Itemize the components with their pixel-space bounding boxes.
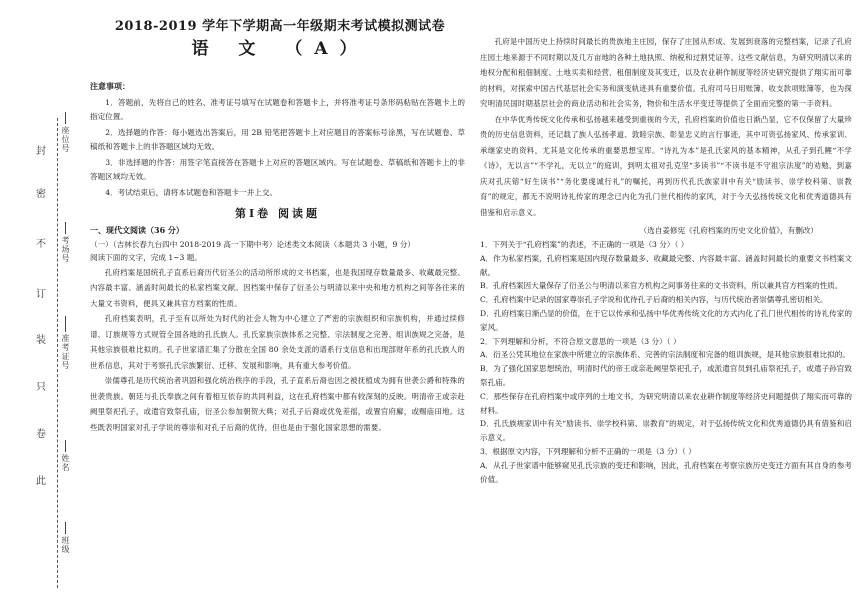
answer-option[interactable]: A．作为私家档案，孔府档案是国内现存数量最多、收藏最完整、内容最丰富、涵盖时间最长的重要文书档案文献。 [480, 253, 852, 277]
answer-option[interactable]: D．孔氏族规家训中有关“励读书、崇学校科第、崇教育”的规定，对于弘扬传统文化和优秀道德仍具有借鉴和启示意义。 [480, 419, 852, 443]
seal-char: 订 [36, 289, 46, 300]
exam-room-field[interactable] [60, 222, 71, 263]
notice-item: 3．非选择题的作答：用签字笔直接答在答题卡上对应的答题区域内。写在试题卷、草稿纸和答题卡上的非答题区域均无效。 [90, 158, 465, 181]
passage-paragraph: 崇儒尊孔是历代统治者巩固和强化统治秩序的手段，孔子直系后裔也因之被抚植成为拥有世袭公爵和特殊的世袭贵族。朝廷与孔氏奉族之间有着相互依存的共同利益，这在孔府档案中都有较深刻的反映。明清帝王或亲赴阙里祭祀孔子，或遣官致祭孔庙，衍圣公参加朝贺大典；对孔子后裔或优免差徭，或置官府廨，或赐庙田地。这些既表明国家对孔子学说的尊崇和对孔子后裔的优待，但也是由于强化国家思想的需要。 [90, 376, 465, 432]
field-label: 座位号 [61, 126, 70, 153]
notice-heading: 注意事项： [90, 81, 130, 91]
passage-paragraph: 孔府档案表明，孔子至有以所处为时代的社会人物为中心建立了严密的宗族组织和宗族机构，并通过续修谱、订族规等方式规管全国各地的孔氏族人。孔氏家族宗族体系之完整、宗法制度之完善、组训族规之完备，是其他宗族很难比拟的。孔子世家谱汇集了分散在全国 80 余处支派的谱系行支信息和出现部财年系的孔氏族人的世系信息，其对于考察孔氏宗族繁衍、迁移、发展和影响，具有重大参考价值。 [90, 314, 465, 370]
left-column [90, 80, 465, 435]
part-title: 第Ⅰ卷 阅读题 [235, 206, 320, 220]
class-field[interactable] [60, 522, 71, 554]
passage-paragraph: 在中华优秀传统文化传承和弘扬越来越受到重视的今天，孔府档案的价值也日渐凸显，它不仅保留了大量珍贵的历史信息资料，还记载了族人弘扬孝道、敦睦宗族、彰显忠义的言行事迹，其中可资弘扬家风、传承家训、承继家史的资料，尤其是文化传承的重要思想宝库。“诗礼为本”是孔氏家风的基本精神，从孔子到孔鲤“不学《诗》，无以言”“不学礼，无以立”的庭训，到明太祖对孔克坚“多读书”“不读书是不守祖宗法度”的劝勉，到嘉庆对孔庆镕“好生读书”“务化要虔诚行礼”的嘱托，再到历代孔氏族家训中有关“励读书、崇学校科第、崇教育”的规定，都无不说明诗礼传家的理念已内化为孔门世代相传的家风，对于今天弘扬传统文化和优秀道德具有借鉴和启示意义。 [480, 114, 852, 217]
name-field[interactable] [60, 440, 71, 472]
field-label: 姓名 [61, 454, 70, 472]
seal-char: 封 [36, 146, 46, 157]
field-label: 考场号 [61, 236, 70, 263]
binding-strip [0, 0, 84, 608]
right-column [480, 34, 852, 486]
answer-option[interactable]: C．孔府档案中记录的国家尊崇孔子学说和优待孔子后裔的相关内容，与历代统治者崇儒尊孔密切相关。 [480, 295, 828, 305]
field-label: 准考证号 [61, 334, 70, 370]
admission-ticket-field[interactable] [60, 316, 71, 370]
answer-option[interactable]: B．孔府档案因大量保存了衍圣公与明清以来官方机构之间事务往来的文书资料，所以兼具官方档案的性质。 [480, 281, 843, 291]
seal-char: 不 [36, 239, 46, 250]
passage-source: （选自姜修宪《孔府档案的历史文化价值》，有删改） [639, 226, 818, 235]
subject-title: 语 文 （A） [191, 39, 369, 59]
sub-heading: （一）（吉林长春九台四中 2018-2019 高一下期中考）论述类文本阅读（本题共 3 小题，9 分） [90, 239, 415, 249]
passage-paragraph: 孔府是中国历史上持续时间最长的贵族地主庄园，保存了庄园从形成、发展到衰落的完整档案，记录了孔府庄园土地来源于不同时期以及几万亩地的各种土地执照、纳税和过割凭证等。这些文献信息，为研究明清以来的地权分配和租佃制度、土地买卖和经营、租佃制度及其变迁，以及农业耕作制度等经济史研究提供了翔实而可靠的材料，对探索中国古代基层社会实务和演变轨迹具有重要价值。孔府司马日用账簿、收支款项账簿等，也为探究明清民国时期基层社会的商业活动和社会实务，物价和生活水平变迁等提供了全面而完整的第一手资料。 [480, 37, 852, 108]
question-stem: 1．下列关于“孔府档案”的表述，不正确的一项是（3 分）（ ） [480, 240, 689, 249]
seal-char: 只 [36, 382, 46, 393]
seat-number-field[interactable] [60, 112, 71, 153]
answer-option[interactable]: C．那些保存在孔府档案中或序列的土地文书，为研究明清以来农业耕作制度等经济史问题提供了翔实而可靠的材料。 [480, 391, 852, 415]
notice-item: 1．答题前，先将自己的姓名、准考证号填写在试题卷和答题卡上，并将准考证号条形码粘贴在答题卡上的指定位置。 [90, 98, 465, 121]
notice-item: 4．考试结束后，请将本试题卷和答题卡一并上交。 [105, 188, 278, 197]
seal-char: 装 [36, 335, 46, 346]
question-stem: 2．下列理解和分析，不符合原文意思的一项是（3 分）（ ） [480, 336, 681, 346]
seal-char: 密 [36, 189, 46, 200]
instruction: 阅读下面的文字，完成 1~3 题。 [90, 253, 202, 262]
question-stem: 3．根据原文内容，下列理解和分析不正确的一项是（3 分）（ ） [480, 446, 696, 456]
seal-char: 此 [36, 476, 46, 487]
field-label: 班级 [61, 536, 70, 554]
seal-dashed-line [57, 118, 58, 588]
answer-option[interactable]: D．孔府档案日渐凸显的价值，在于它以传承和弘扬中华优秀传统文化的方式内化了孔门世代相传的诗礼传家的家风。 [480, 308, 852, 332]
answer-option[interactable]: B．为了强化国家思想统治，明清时代的帝王或亲赴阙里祭祀孔子，或派遣官员到孔庙祭祀孔子，或遣子孙官致祭孔庙。 [480, 364, 852, 387]
seal-char: 卷 [36, 429, 46, 440]
exam-title: 2018-2019 学年下学期高一年级期末考试模拟测试卷 [114, 19, 446, 34]
passage-paragraph: 孔府档案是国统孔子直系后裔历代衍圣公的活动所形成的文书档案，也是我国现存数量最多、收藏最完整、内容最丰富、涵盖时间最长的私家档案文献。因档案中保存了衍圣公与明清以来中央和地方机构之间等各往来的大量文书资料，便具又兼具官方档案的性质。 [90, 267, 465, 308]
answer-option[interactable]: A．衍圣公凭其地位在家族中所建立的宗族体系、完善的宗法制度和完备的组训族规，是其他宗族很难比拟的。 [480, 350, 850, 360]
answer-option[interactable]: A．从孔子世家谱中能够窥见孔氏宗族的变迁和影响，因此，孔府档案在考察宗族历史变迁方面有其自身的参考价值。 [480, 460, 852, 484]
section-heading: 一、现代文阅读（36 分） [90, 224, 184, 235]
notice-item: 2．选择题的作答：每小题选出答案后，用 2B 铅笔把答题卡上对应题目的答案标号涂黑，写在试题卷、草稿纸和答题卡上的非答题区域均无效。 [90, 128, 465, 151]
